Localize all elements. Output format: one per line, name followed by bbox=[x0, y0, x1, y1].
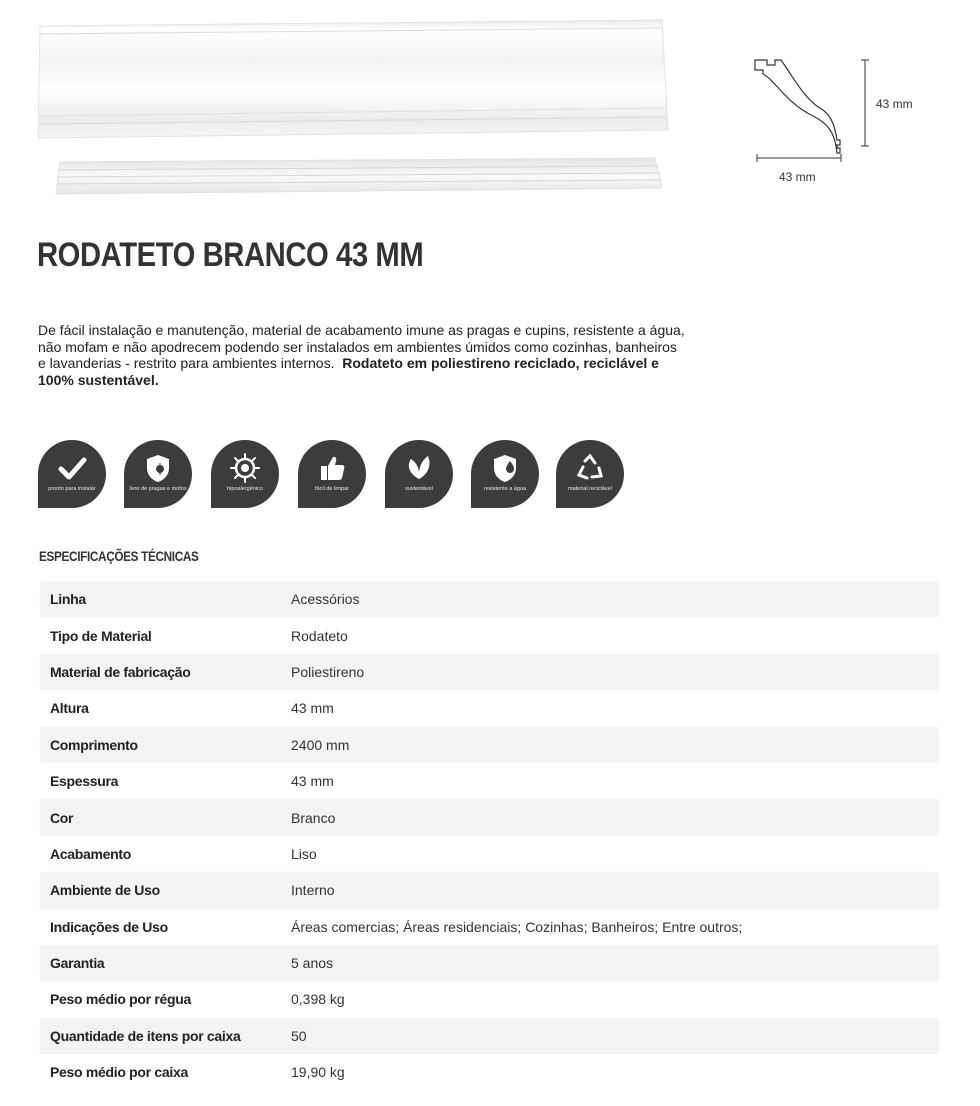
product-hero bbox=[0, 0, 980, 215]
spec-value: 19,90 kg bbox=[291, 1064, 345, 1081]
spec-value: Rodateto bbox=[291, 627, 348, 644]
spec-key: Espessura bbox=[50, 773, 119, 790]
spec-key: Altura bbox=[50, 700, 89, 717]
product-photo bbox=[30, 12, 670, 197]
thumbs-up-icon bbox=[315, 451, 349, 485]
badge-pest-free bbox=[124, 440, 194, 510]
badge-label: pronto para instalar bbox=[48, 486, 96, 492]
table-row bbox=[40, 617, 939, 653]
spec-key: Comprimento bbox=[50, 736, 138, 753]
product-title: RODATETO BRANCO 43 MM bbox=[37, 236, 424, 274]
badge-label: resistente a água bbox=[483, 486, 527, 492]
badge-sustainable bbox=[385, 440, 455, 510]
badge-label: livre de pragas e mofos bbox=[129, 486, 187, 492]
badge-easy-clean bbox=[298, 440, 368, 510]
spec-value: Poliestireno bbox=[291, 663, 365, 680]
badge-hypoallergenic bbox=[211, 440, 281, 510]
table-row bbox=[40, 763, 939, 799]
spec-key: Material de fabricação bbox=[50, 663, 191, 680]
shield-bug-icon bbox=[141, 451, 175, 485]
badge-recyclable bbox=[556, 440, 626, 510]
profile-diagram bbox=[745, 50, 945, 190]
table-row bbox=[40, 1018, 939, 1054]
table-row bbox=[40, 654, 939, 690]
spec-key: Indicações de Uso bbox=[50, 918, 168, 935]
spec-key: Peso médio por régua bbox=[50, 991, 192, 1008]
water-shield-icon bbox=[488, 451, 522, 485]
leaf-icon bbox=[402, 451, 436, 485]
badge-label: material reciclável bbox=[567, 486, 612, 492]
table-row bbox=[40, 981, 939, 1017]
description-text: De fácil instalação e manutenção, material de acabamento imune as pragas e cupins, resistente a água, não mofam e não apodrecem podendo ser instalados em ambientes úmidos como cozinhas, banheiros e lavanderias - restrito para ambientes internos. bbox=[38, 322, 685, 371]
width-dimension-label: 43 mm bbox=[779, 170, 816, 184]
description-highlight: Rodateto em poliestireno reciclado, reciclável e 100% sustentável. bbox=[38, 355, 659, 388]
table-row bbox=[40, 690, 939, 726]
spec-value: 43 mm bbox=[291, 700, 334, 717]
spec-value: 0,398 kg bbox=[291, 991, 345, 1008]
table-row bbox=[40, 799, 939, 835]
spec-key: Linha bbox=[50, 591, 86, 608]
table-row bbox=[40, 1054, 939, 1090]
spec-value: 5 anos bbox=[291, 955, 334, 972]
height-dimension-label: 43 mm bbox=[876, 97, 913, 111]
spec-key: Quantidade de itens por caixa bbox=[50, 1027, 241, 1044]
spec-key: Ambiente de Uso bbox=[50, 882, 160, 899]
table-row bbox=[40, 581, 939, 617]
spec-value: Acessórios bbox=[291, 591, 360, 608]
product-description bbox=[38, 322, 688, 388]
feature-badges bbox=[38, 440, 638, 510]
spec-value: Interno bbox=[291, 882, 335, 899]
badge-ready-to-install bbox=[38, 440, 108, 510]
spec-key: Acabamento bbox=[50, 845, 132, 862]
spec-key: Peso médio por caixa bbox=[50, 1064, 188, 1081]
spec-value: Áreas comercias; Áreas residenciais; Cozinhas; Banheiros; Entre outros; bbox=[291, 918, 743, 935]
spec-value: 43 mm bbox=[291, 773, 334, 790]
badge-water-resistant bbox=[471, 440, 541, 510]
table-row bbox=[40, 909, 939, 945]
recycle-icon bbox=[573, 451, 607, 485]
hypoallergenic-icon bbox=[228, 451, 262, 485]
table-row bbox=[40, 836, 939, 872]
table-row bbox=[40, 945, 939, 981]
specs-table bbox=[40, 581, 939, 1090]
spec-key: Garantia bbox=[50, 955, 105, 972]
badge-label: fácil de limpar bbox=[315, 486, 349, 492]
table-row bbox=[40, 727, 939, 763]
specs-heading: ESPECIFICAÇÕES TÉCNICAS bbox=[39, 548, 199, 564]
badge-label: hipoalergênico bbox=[227, 486, 263, 492]
badge-label: sustentável bbox=[405, 486, 433, 492]
table-row bbox=[40, 872, 939, 908]
check-icon bbox=[55, 451, 89, 485]
spec-value: Liso bbox=[291, 845, 317, 862]
spec-key: Cor bbox=[50, 809, 74, 826]
spec-value: Branco bbox=[291, 809, 336, 826]
spec-key: Tipo de Material bbox=[50, 627, 152, 644]
spec-value: 2400 mm bbox=[291, 736, 350, 753]
spec-value: 50 bbox=[291, 1027, 307, 1044]
